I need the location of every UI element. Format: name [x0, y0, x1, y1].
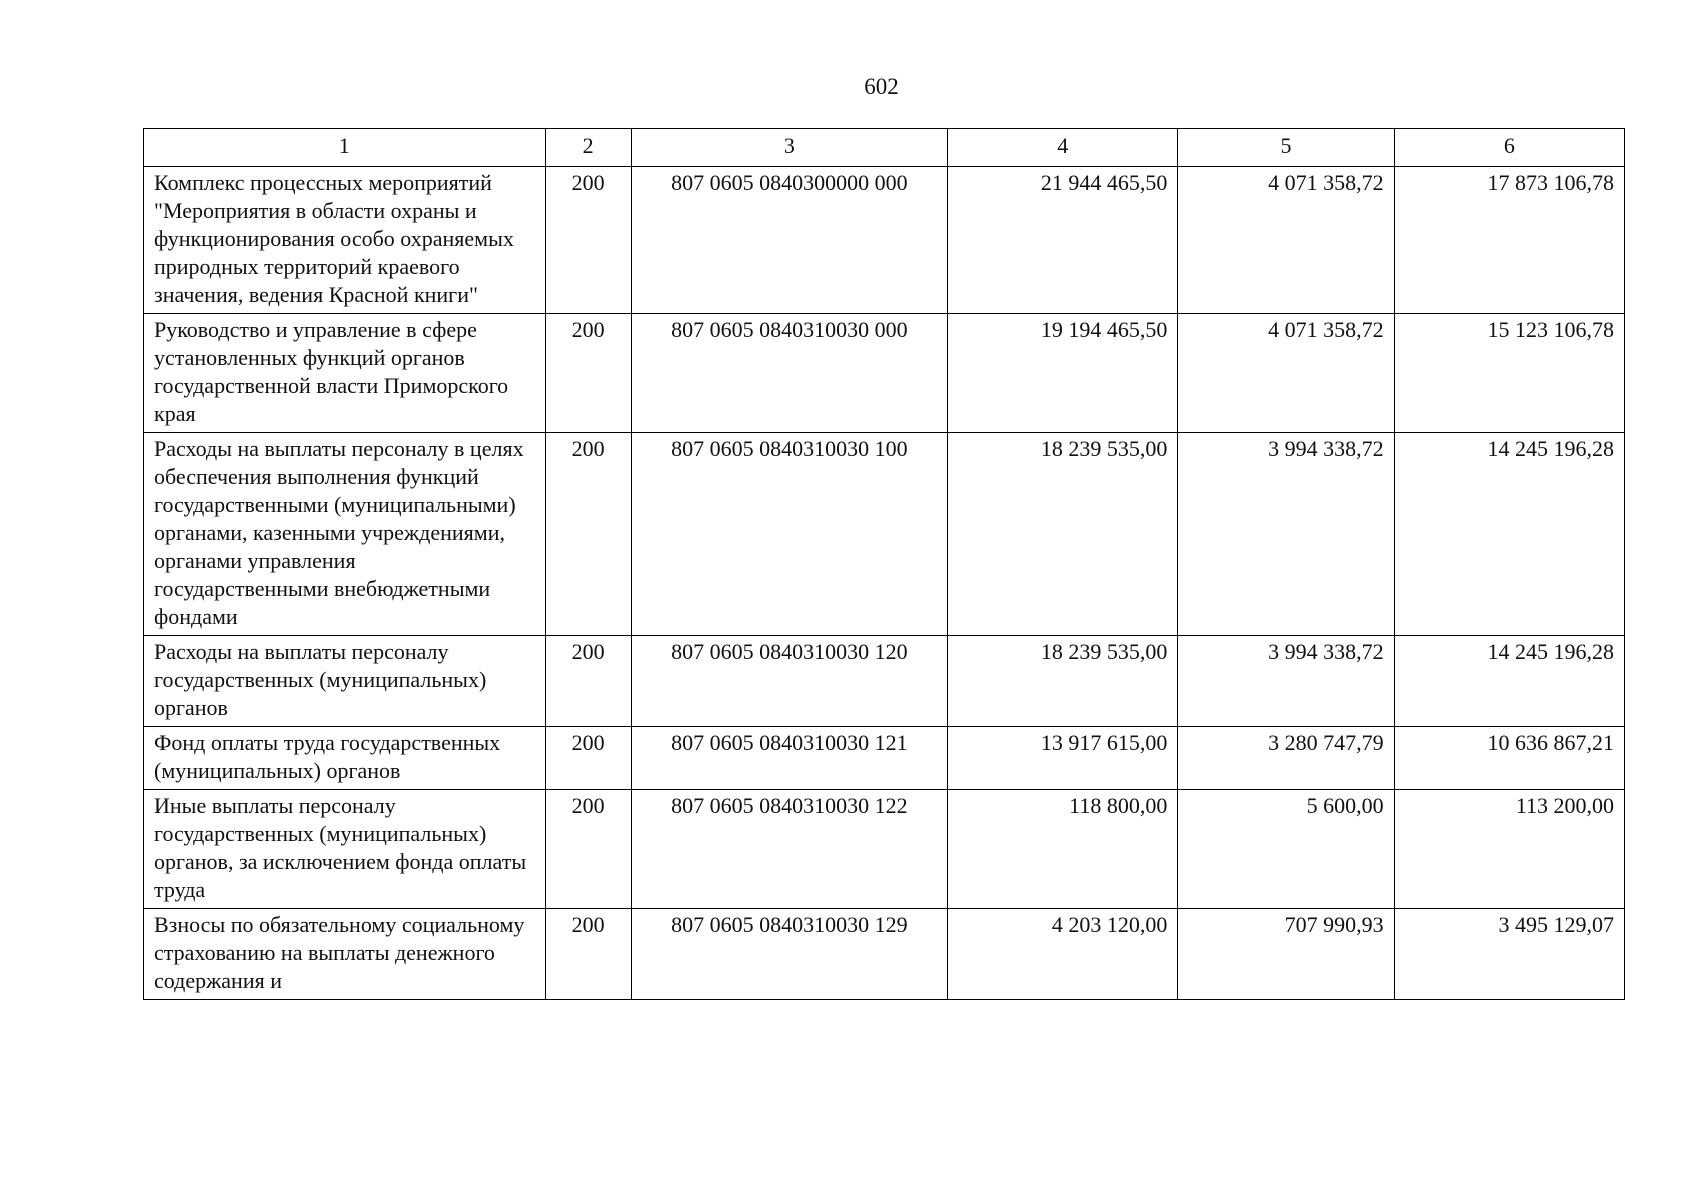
row-name: Руководство и управление в сфере установленных функций органов государственной власти Приморского края	[144, 314, 546, 433]
row-type: 200	[545, 909, 631, 1000]
row-value-6: 14 245 196,28	[1394, 636, 1624, 727]
table-row	[144, 433, 1625, 636]
row-value-4: 118 800,00	[948, 790, 1178, 909]
row-value-6: 15 123 106,78	[1394, 314, 1624, 433]
row-name: Взносы по обязательному социальному страхованию на выплаты денежного содержания и	[144, 909, 546, 1000]
row-value-5: 3 280 747,79	[1178, 727, 1394, 790]
column-header-3: 3	[631, 129, 947, 167]
row-value-6: 113 200,00	[1394, 790, 1624, 909]
row-code: 807 0605 0840310030 121	[631, 727, 947, 790]
row-value-6: 14 245 196,28	[1394, 433, 1624, 636]
row-value-6: 10 636 867,21	[1394, 727, 1624, 790]
table-row	[144, 167, 1625, 314]
row-type: 200	[545, 727, 631, 790]
row-name: Расходы на выплаты персоналу государственных (муниципальных) органов	[144, 636, 546, 727]
column-header-4: 4	[948, 129, 1178, 167]
table-row	[144, 790, 1625, 909]
row-value-4: 13 917 615,00	[948, 727, 1178, 790]
row-name: Расходы на выплаты персоналу в целях обеспечения выполнения функций государственными (муниципальными) органами, казенными учреждениями, органами управления государственными внебюджетными фондами	[144, 433, 546, 636]
row-name: Фонд оплаты труда государственных (муниципальных) органов	[144, 727, 546, 790]
table-header	[144, 129, 1625, 167]
row-value-4: 18 239 535,00	[948, 636, 1178, 727]
row-value-4: 18 239 535,00	[948, 433, 1178, 636]
row-type: 200	[545, 167, 631, 314]
row-value-6: 3 495 129,07	[1394, 909, 1624, 1000]
row-value-5: 707 990,93	[1178, 909, 1394, 1000]
row-value-5: 5 600,00	[1178, 790, 1394, 909]
row-code: 807 0605 0840310030 129	[631, 909, 947, 1000]
row-value-4: 4 203 120,00	[948, 909, 1178, 1000]
row-type: 200	[545, 433, 631, 636]
row-type: 200	[545, 314, 631, 433]
row-code: 807 0605 0840300000 000	[631, 167, 947, 314]
row-code: 807 0605 0840310030 120	[631, 636, 947, 727]
row-value-5: 3 994 338,72	[1178, 636, 1394, 727]
column-header-1: 1	[144, 129, 546, 167]
row-code: 807 0605 0840310030 100	[631, 433, 947, 636]
row-value-5: 4 071 358,72	[1178, 314, 1394, 433]
table-body	[144, 167, 1625, 1000]
row-type: 200	[545, 636, 631, 727]
column-header-5: 5	[1178, 129, 1394, 167]
column-header-2: 2	[545, 129, 631, 167]
row-value-6: 17 873 106,78	[1394, 167, 1624, 314]
row-value-5: 4 071 358,72	[1178, 167, 1394, 314]
row-value-5: 3 994 338,72	[1178, 433, 1394, 636]
row-name: Комплекс процессных мероприятий "Мероприятия в области охраны и функционирования особо охраняемых природных территорий краевого значения, ведения Красной книги"	[144, 167, 546, 314]
table-row	[144, 727, 1625, 790]
column-header-6: 6	[1394, 129, 1624, 167]
table-row	[144, 636, 1625, 727]
budget-table	[143, 128, 1625, 1000]
row-name: Иные выплаты персоналу государственных (муниципальных) органов, за исключением фонда оплаты труда	[144, 790, 546, 909]
row-code: 807 0605 0840310030 000	[631, 314, 947, 433]
header-row	[144, 129, 1625, 167]
row-type: 200	[545, 790, 631, 909]
row-value-4: 19 194 465,50	[948, 314, 1178, 433]
row-value-4: 21 944 465,50	[948, 167, 1178, 314]
table-row	[144, 909, 1625, 1000]
row-code: 807 0605 0840310030 122	[631, 790, 947, 909]
page-number: 602	[864, 74, 899, 99]
table-row	[144, 314, 1625, 433]
